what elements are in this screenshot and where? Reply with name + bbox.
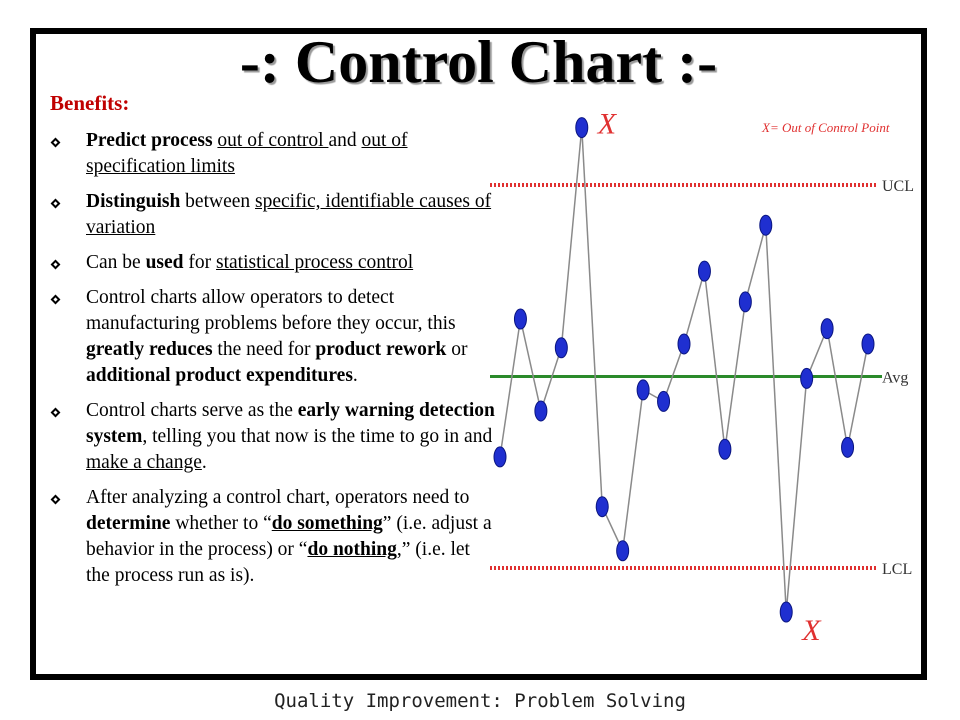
benefit-text: determine [86,513,171,534]
benefit-item [50,398,495,476]
data-segment [827,329,847,448]
benefit-item [50,128,495,180]
benefit-text: specific, identifiable causes of variation [86,191,492,238]
data-segment [848,344,868,447]
data-segment [500,319,520,457]
benefit-item [50,250,495,276]
benefit-text: After analyzing a control chart, operators need to [86,487,470,508]
control-chart [490,100,914,660]
benefit-text: , telling you that now is the time to go in and [142,426,493,447]
diamond-bullet-icon [51,260,61,270]
data-point [678,334,690,354]
benefit-text: early warning detection system [86,400,495,447]
benefit-text: product rework [315,339,447,360]
data-point [494,447,506,467]
benefit-text: between [180,191,256,212]
data-segment [786,378,806,612]
lcl-label: LCL [882,560,913,578]
data-segment [704,271,724,449]
data-point [780,602,792,622]
benefits-list [50,128,495,598]
data-point [658,391,670,411]
slide-footer: Quality Improvement: Problem Solving [274,690,686,712]
benefit-text: or [446,339,468,360]
data-segment [520,319,540,411]
data-segment [745,225,765,302]
slide-title: -: Control Chart :- [239,29,718,95]
data-point [719,439,731,459]
benefit-text: statistical process control [216,252,414,273]
diamond-bullet-icon [51,408,61,418]
diamond-bullet-icon [51,138,61,148]
data-segment [541,348,561,411]
data-point [617,541,629,561]
data-point [862,334,874,354]
benefit-text: do nothing [307,539,397,560]
data-point [576,118,588,138]
data-segment [766,225,786,612]
benefit-text: Predict process [86,130,213,151]
benefit-text: make a change [86,452,202,473]
benefit-text: ” (i.e. adjust a behavior in the process) or “ [86,513,492,560]
data-point [637,380,649,400]
data-segment [561,128,581,348]
benefit-text: ,” (i.e. let the process run as is). [86,539,470,586]
data-point [514,309,526,329]
benefit-text: . [352,365,358,386]
benefit-text: for [183,252,217,273]
benefit-item [50,189,495,241]
avg-label: Avg [882,369,909,387]
data-segment [684,271,704,344]
data-point [739,292,751,312]
benefit-text: out of control [217,130,329,151]
benefit-item [50,485,495,589]
data-point [801,368,813,388]
benefit-text: Control charts serve as the [86,400,298,421]
data-point [842,437,854,457]
diamond-bullet-icon [51,199,61,209]
data-point [535,401,547,421]
benefit-text: additional product expenditures [86,365,353,386]
benefit-text: out of specification limits [86,130,408,177]
benefit-text: Can be [86,252,146,273]
data-point [821,319,833,339]
out-of-control-marker: X [597,107,617,141]
data-point [596,497,608,517]
data-point [760,215,772,235]
benefit-text: the need for [212,339,316,360]
benefit-item [50,285,495,389]
data-point [555,338,567,358]
diamond-bullet-icon [51,495,61,505]
ucl-label: UCL [882,178,914,196]
chart-legend: X= Out of Control Point [762,120,890,135]
out-of-control-marker: X [802,614,821,648]
data-segment [623,390,643,551]
data-point [698,261,710,281]
benefit-text: used [145,252,184,273]
benefit-text: Distinguish [86,191,181,212]
benefit-text: . [201,452,207,473]
benefit-text: whether to “ [170,513,272,534]
benefit-text: and [328,130,362,151]
benefit-text: do something [271,513,383,534]
benefit-text: Control charts allow operators to detect manufacturing problems before they occur, this [86,287,456,334]
benefit-text: greatly reduces [86,339,213,360]
diamond-bullet-icon [51,295,61,305]
benefits-heading: Benefits: [50,91,130,115]
